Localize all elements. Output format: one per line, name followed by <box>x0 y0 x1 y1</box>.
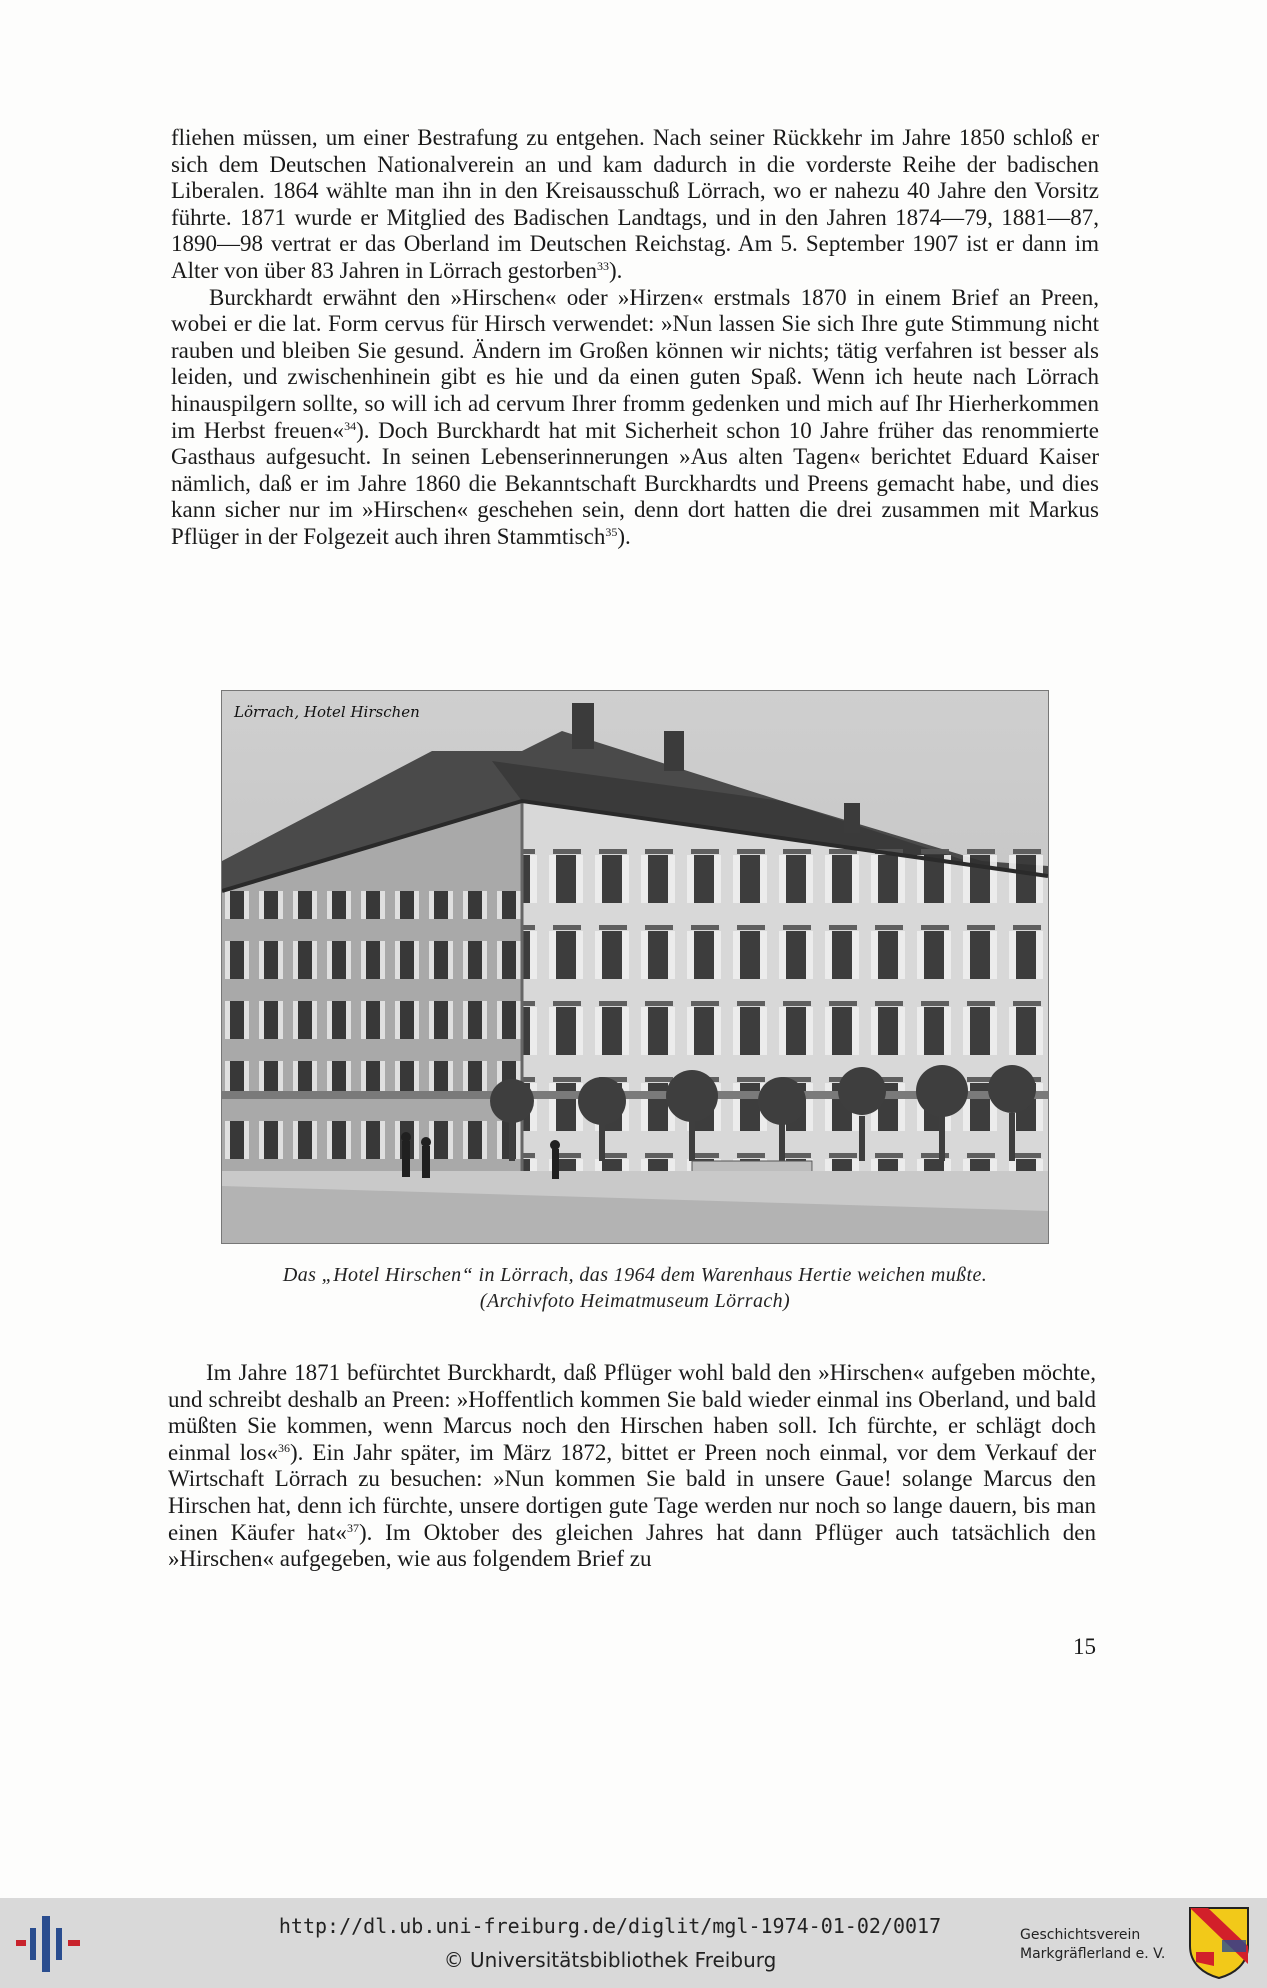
footnote-ref-36[interactable]: 36 <box>277 1440 290 1455</box>
body-text-top <box>171 125 1099 551</box>
building-illustration <box>222 691 1048 1243</box>
coat-of-arms-icon <box>1188 1906 1250 1980</box>
paragraph-3: Im Jahre 1871 befürchtet Burckhardt, daß Pflüger wohl bald den »Hirschen« aufgeben möchte, und schreibt deshalb an Preen: »Hoffentlich kommen Sie bald wieder einmal ins Oberland, und bald müßten Sie kommen, wenn Marcus noch den Hirschen haben soll. Ich fürchte, er schlägt doch einmal los«$^{36}$). Ein Jahr später, im März 1872, bittet er Preen noch einmal, vor dem Verkauf der Wirtschaft Lörrach zu besuchen: »Nun kommen Sie bald in unsere Gaue! solange Marcus den Hirschen hat, denn ich fürchte, unsere dortigen gute Tage werden nur noch so lange dauern, bis man einen Käufer hat«$^{37}$). Im Oktober des gleichen Jahres hat dann Pflüger auch tatsächlich den »Hirschen« aufgegeben, wie aus folgendem Brief zu <box>168 1360 1096 1572</box>
footnote-ref-37[interactable]: 37 <box>346 1520 359 1535</box>
organization-name-line1: Geschichtsverein <box>1020 1927 1141 1943</box>
footnote-ref-34[interactable]: 34 <box>344 418 357 433</box>
organization-name-line2: Markgräflerland e. V. <box>1020 1946 1166 1962</box>
organization-name <box>1020 1926 1190 1964</box>
photo-inscription: Lörrach, Hotel Hirschen <box>234 703 420 721</box>
paragraph-1: fliehen müssen, um einer Bestrafung zu entgehen. Nach seiner Rückkehr im Jahre 1850 schloß er sich dem Deutschen Nationalverein an und kam dadurch in die vorderste Reihe der badischen Liberalen. 1864 wählte man ihn in den Kreisausschuß Lörrach, wo er nahezu 40 Jahre den Vorsitz führte. 1871 wurde er Mitglied des Badischen Landtags, und in den Jahren 1874—79, 1881—87, 1890—98 vertrat er das Oberland im Deutschen Reichstag. Am 5. September 1907 ist er dann im Alter von über 83 Jahren in Lörrach gestorben$^{33}$). <box>171 125 1099 283</box>
footnote-ref-33[interactable]: 33 <box>597 258 609 273</box>
copyright-text: © Universitätsbibliothek Freiburg <box>443 1948 777 1972</box>
footer-bar <box>0 1898 1267 1988</box>
photo-credit: (Archivfoto Heimatmuseum Lörrach) <box>479 1290 791 1312</box>
body-text-bottom <box>168 1360 1096 1573</box>
page-number: 15 <box>1073 1634 1096 1659</box>
paragraph-2: Burckhardt erwähnt den »Hirschen« oder »Hirzen« erstmals 1870 in einem Brief an Preen, wobei er die lat. Form cervus für Hirsch verwendet: »Nun lassen Sie sich Ihre gute Stimmung nicht rauben und bleiben Sie gesund. Ändern im Großen können wir nichts; tätig verfahren ist besser als leiden, und zwischenhinein gibt es hie und da einen guten Spaß. Wenn ich heute nach Lörrach hinauspilgern sollte, so will ich ad cervum Ihrer fromm gedenken und mich auf Ihr Hierherkommen im Herbst freuen«$^{34}$). Doch Burckhardt hat mit Sicherheit schon 10 Jahre früher das renommierte Gasthaus aufgesucht. In seinen Lebenserinnerungen »Aus alten Tagen« berichtet Eduard Kaiser nämlich, daß er im Jahre 1860 die Bekanntschaft Burckhardts und Preens gemacht habe, und dies kann sicher nur im »Hirschen« geschehen sein, denn dort hatten die drei zusammen mit Markus Pflüger in der Folgezeit auch ihren Stammtisch$^{35}$). <box>171 284 1099 549</box>
document-url-link[interactable]: http://dl.ub.uni-freiburg.de/diglit/mgl-1974-01-02/0017 <box>278 1914 942 1938</box>
ub-freiburg-logo-icon[interactable] <box>14 1910 84 1978</box>
footnote-ref-35[interactable]: 35 <box>605 524 618 539</box>
hotel-hirschen-photo <box>221 690 1049 1244</box>
photo-caption: Das „Hotel Hirschen“ in Lörrach, das 1964 dem Warenhaus Hertie weichen mußte. <box>282 1264 988 1286</box>
